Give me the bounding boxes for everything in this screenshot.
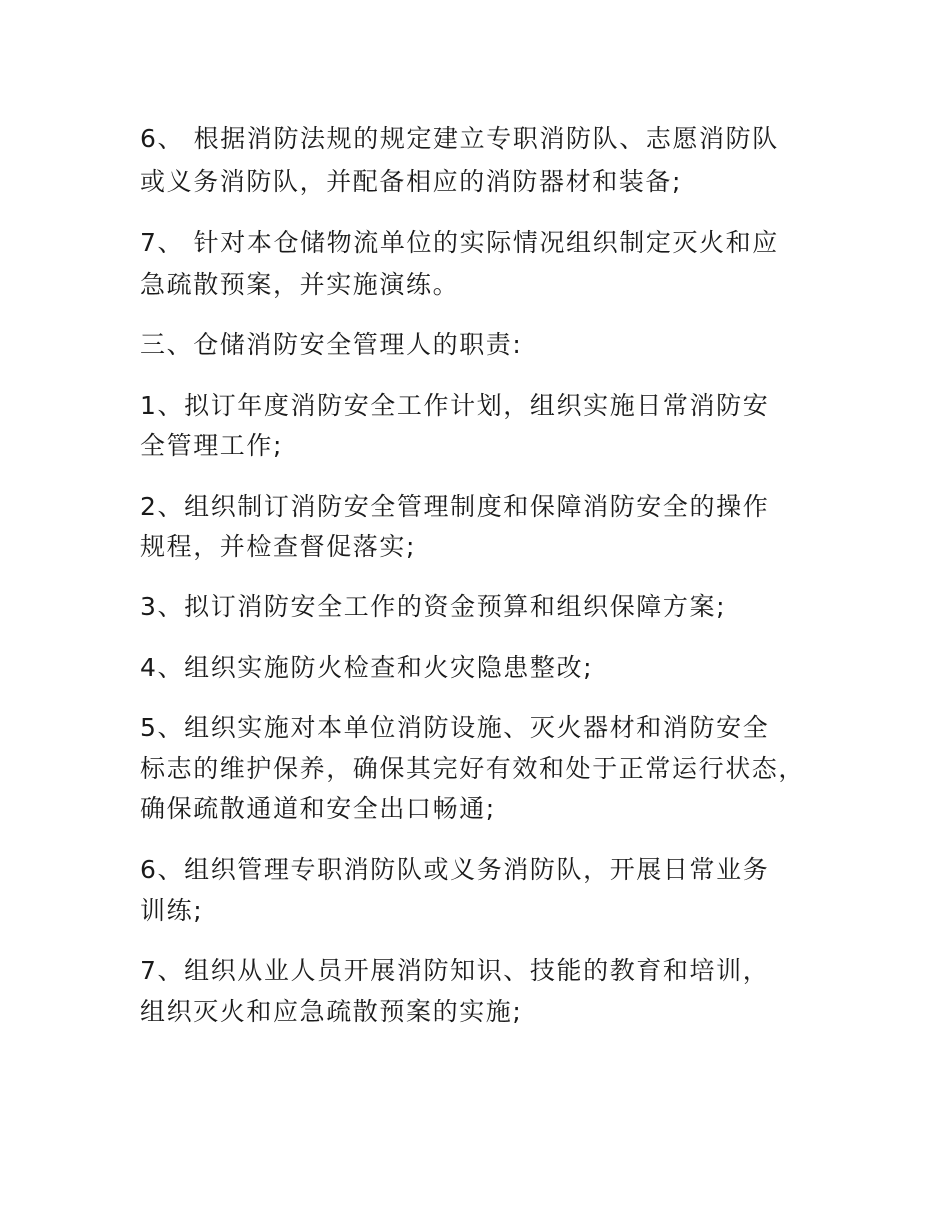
duty-5-line-1: 5、组织实施对本单位消防设施、灭火器材和消防安全 [140, 713, 770, 742]
duty-1-line-2: 全管理工作; [140, 431, 284, 460]
item-7-evacuation-plan-line-2: 急疏散预案，并实施演练。 [140, 270, 460, 299]
duty-4-line-1: 4、组织实施防火检查和火灾隐患整改; [140, 653, 594, 682]
item-6-establish-fire-brigade-line-2: 或义务消防队，并配备相应的消防器材和装备; [140, 167, 683, 196]
duty-6-line-2: 训练; [140, 896, 204, 925]
duty-2-line-2: 规程，并检查督促落实; [140, 532, 417, 561]
duty-5-line-2: 标志的维护保养，确保其完好有效和处于正常运行状态， [140, 754, 806, 783]
duty-5-line-3: 确保疏散通道和安全出口畅通; [140, 794, 496, 823]
duty-1-line-1: 1、拟订年度消防安全工作计划，组织实施日常消防安 [140, 391, 770, 420]
duty-7-line-2: 组织灭火和应急疏散预案的实施; [140, 997, 523, 1026]
duty-7-line-1: 7、组织从业人员开展消防知识、技能的教育和培训， [140, 956, 770, 985]
item-7-evacuation-plan-line-1: 7、 针对本仓储物流单位的实际情况组织制定灭火和应 [140, 228, 779, 257]
section-3-heading: 三、仓储消防安全管理人的职责: [140, 330, 523, 359]
duty-3-line-1: 3、拟订消防安全工作的资金预算和组织保障方案; [140, 592, 727, 621]
duty-6-line-1: 6、组织管理专职消防队或义务消防队，开展日常业务 [140, 855, 770, 884]
item-6-establish-fire-brigade-line-1: 6、 根据消防法规的规定建立专职消防队、志愿消防队 [140, 124, 779, 153]
duty-2-line-1: 2、组织制订消防安全管理制度和保障消防安全的操作 [140, 492, 770, 521]
